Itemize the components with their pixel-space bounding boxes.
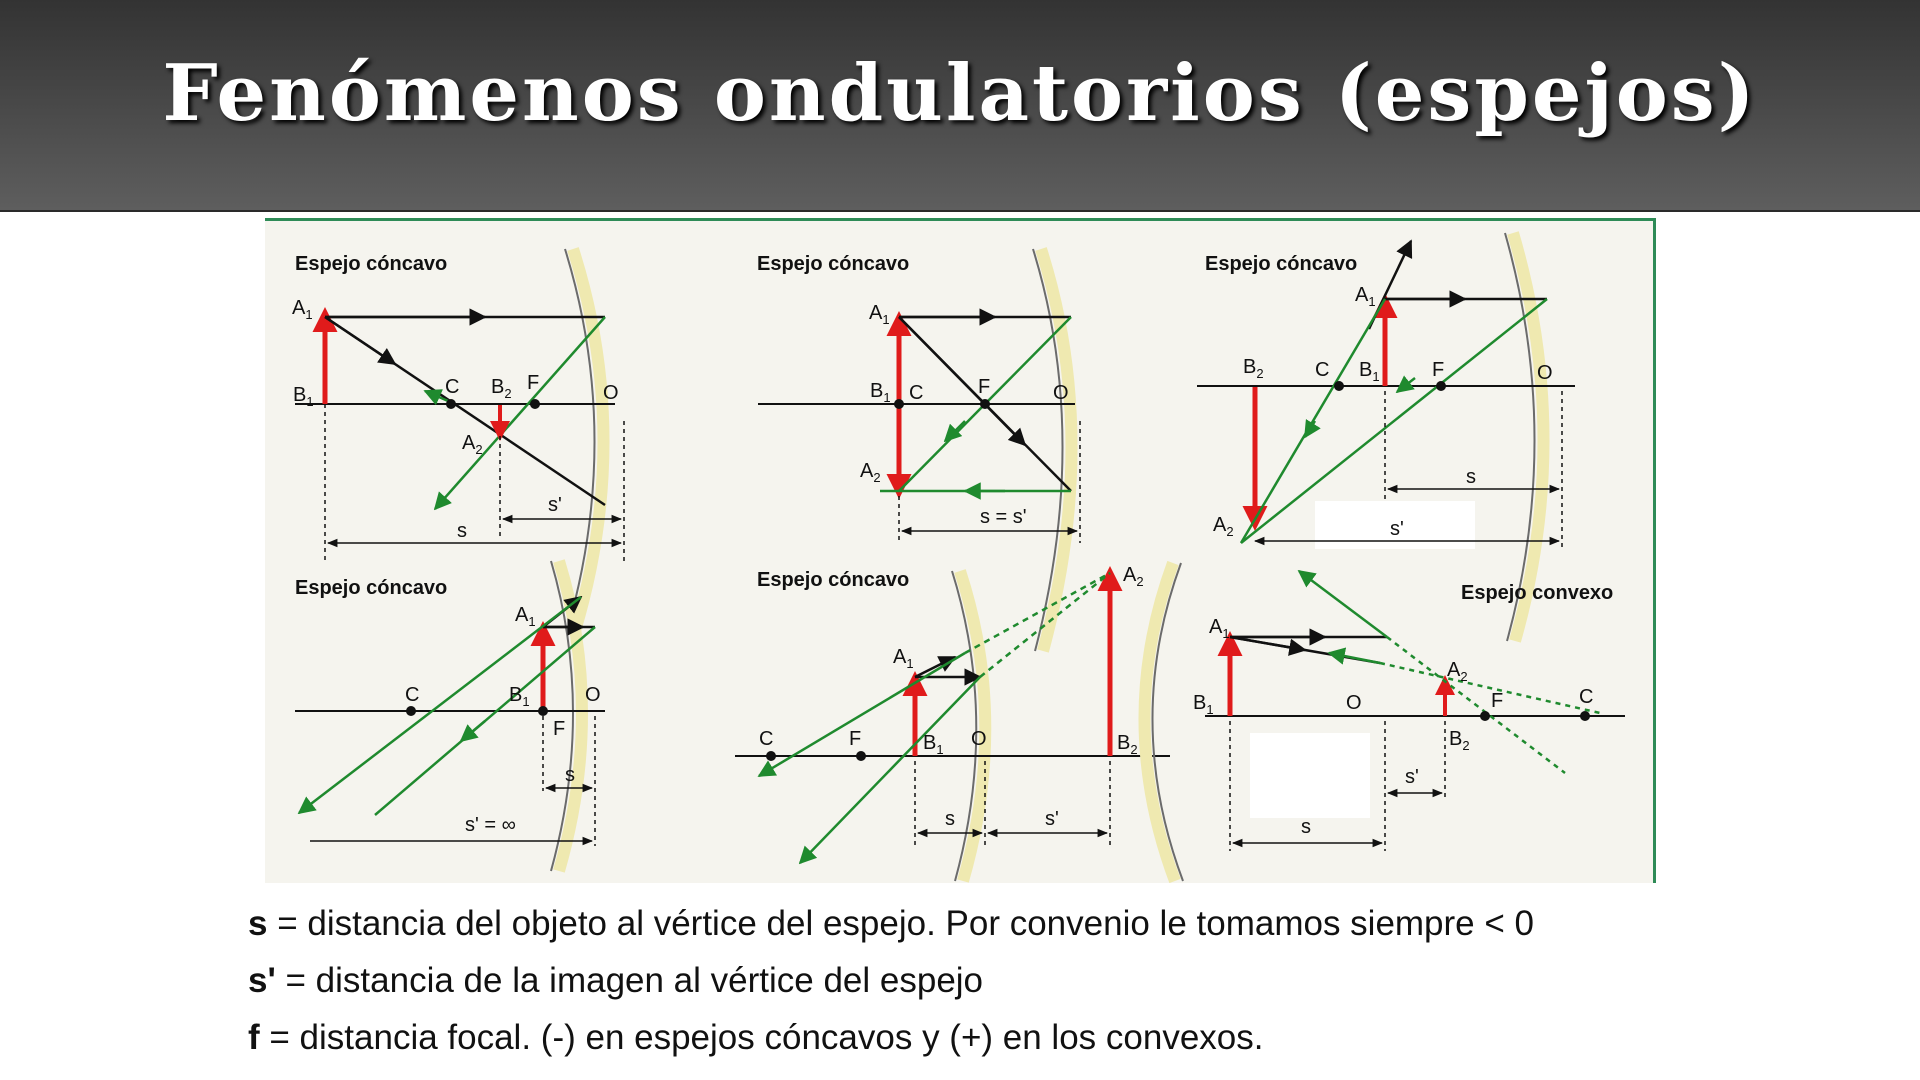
mirror-surface — [1144, 563, 1175, 881]
center-point — [406, 706, 416, 716]
center-point — [1580, 711, 1590, 721]
slide-title: Fenómenos ondulatorios (espejos) — [162, 48, 1758, 139]
panel-2-title: Espejo cóncavo — [757, 253, 910, 275]
label-b2: $B_2$ — [1243, 356, 1264, 381]
label-b1: $B_1$ — [923, 732, 944, 757]
focus-point — [1480, 711, 1490, 721]
label-s-equals-s-prime: s = s' — [980, 506, 1027, 528]
ray-arrow — [945, 421, 965, 441]
panel-3-title: Espejo cóncavo — [1205, 253, 1358, 275]
focus-point — [538, 706, 548, 716]
mirror-diagram-figure — [265, 218, 1656, 883]
label-s: s — [1301, 816, 1311, 838]
label-b1: $B_1$ — [293, 384, 314, 409]
focus-point — [530, 399, 540, 409]
center-point — [446, 399, 456, 409]
legend-term: s — [248, 904, 268, 943]
label-a2: $A_2$ — [1213, 514, 1234, 539]
label-s-infinity: s' = ∞ — [465, 814, 516, 836]
label-c: C — [759, 728, 774, 750]
label-f: F — [527, 372, 540, 394]
panel-6-title: Espejo convexo — [1461, 582, 1614, 604]
label-b2: $B_2$ — [1449, 728, 1470, 753]
ray-arrow — [325, 317, 395, 364]
panel-4-title: Espejo cóncavo — [295, 577, 448, 599]
panel-1-title: Espejo cóncavo — [295, 253, 448, 275]
label-o: O — [1053, 382, 1069, 404]
reflected-ray — [1299, 571, 1387, 637]
label-f: F — [553, 718, 566, 740]
label-b1: $B_1$ — [870, 380, 891, 405]
label-f: F — [1432, 359, 1445, 381]
label-a1: $A_1$ — [292, 297, 313, 322]
label-a2: $A_2$ — [1123, 564, 1144, 589]
label-o: O — [585, 684, 601, 706]
label-s: s — [457, 520, 467, 542]
label-c: C — [445, 376, 460, 398]
label-c: C — [1315, 359, 1330, 381]
label-b2: $B_2$ — [1117, 732, 1138, 757]
mirror-surface — [573, 249, 604, 631]
center-point — [766, 751, 776, 761]
label-b1: $B_1$ — [1359, 359, 1380, 384]
label-o: O — [1346, 692, 1362, 714]
definitions-legend — [248, 895, 1708, 1066]
label-b1: $B_1$ — [1193, 692, 1214, 717]
label-s-prime: s' — [548, 494, 562, 516]
label-s-prime: s' — [1405, 766, 1419, 788]
reflected-ray — [1329, 653, 1380, 663]
mirror-surface — [1513, 233, 1544, 641]
center-point — [1334, 381, 1344, 391]
label-o: O — [971, 728, 987, 750]
reflected-ray — [435, 317, 605, 509]
mirror-surface — [1041, 249, 1072, 651]
ray-arrow — [1230, 637, 1305, 650]
label-b2: $B_2$ — [491, 376, 512, 401]
mirror-diagrams-svg — [265, 221, 1653, 883]
label-s-prime: s' — [1045, 808, 1059, 830]
virtual-ray — [1387, 637, 1565, 773]
label-b1: $B_1$ — [509, 684, 530, 709]
reflected-ray — [299, 597, 581, 813]
ray-chief — [915, 657, 955, 677]
label-s: s — [1466, 466, 1476, 488]
legend-term: f — [248, 1018, 260, 1057]
label-c: C — [1579, 686, 1594, 708]
legend-text: = distancia de la imagen al vértice del espejo — [275, 961, 984, 1000]
legend-text: = distancia focal. (-) en espejos cóncavos y (+) en los convexos. — [259, 1018, 1264, 1057]
legend-item-s — [248, 895, 1708, 952]
label-c: C — [405, 684, 420, 706]
reflected-ray — [800, 677, 980, 863]
label-f: F — [978, 376, 991, 398]
label-s: s — [945, 808, 955, 830]
panel-5-title: Espejo cóncavo — [757, 569, 910, 591]
virtual-ray — [1380, 663, 1600, 713]
label-c: C — [909, 382, 924, 404]
panel-3 — [1197, 233, 1575, 641]
label-a2: $A_2$ — [1447, 659, 1468, 684]
label-f: F — [1491, 690, 1504, 712]
focus-point — [856, 751, 866, 761]
legend-text: = distancia del objeto al vértice del espejo. Por convenio le tomamos siempre < 0 — [267, 904, 1534, 943]
label-a1: $A_1$ — [1209, 616, 1230, 641]
legend-item-s-prime — [248, 952, 1708, 1009]
panel-6 — [1144, 563, 1625, 881]
label-o: O — [603, 382, 619, 404]
label-a1: $A_1$ — [893, 646, 914, 671]
panel-1 — [292, 249, 624, 631]
ray-arrow — [461, 721, 485, 741]
label-o: O — [1537, 362, 1553, 384]
label-f: F — [849, 728, 862, 750]
label-a2: $A_2$ — [462, 432, 483, 457]
ray-arrow — [1305, 421, 1315, 437]
label-s-prime: s' — [1390, 518, 1404, 540]
label-a2: $A_2$ — [860, 460, 881, 485]
label-a1: $A_1$ — [515, 604, 536, 629]
label-a1: $A_1$ — [869, 302, 890, 327]
focus-point — [1436, 381, 1446, 391]
center-point — [894, 399, 904, 409]
legend-item-f — [248, 1009, 1708, 1066]
label-a1: $A_1$ — [1355, 284, 1376, 309]
panel-4 — [295, 561, 605, 871]
mask-block — [1250, 733, 1370, 818]
focus-point — [980, 399, 990, 409]
label-s: s — [565, 764, 575, 786]
slide-header — [0, 0, 1920, 212]
legend-term: s' — [248, 961, 276, 1000]
panel-5 — [735, 564, 1170, 881]
